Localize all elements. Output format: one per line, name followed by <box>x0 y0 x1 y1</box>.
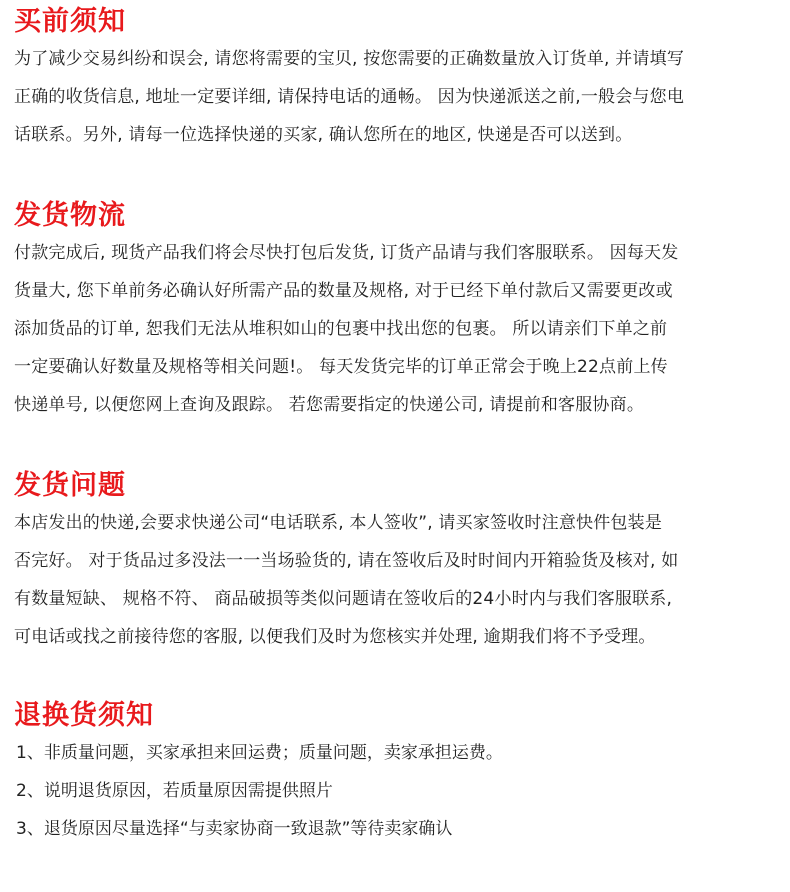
section-title: 发货问题 <box>14 470 126 501</box>
paragraph-line: 否完好。 对于货品过多没法一一当场验货的, 请在签收后及时时间内开箱验货及核对, 如 <box>14 551 679 571</box>
paragraph-line: 话联系。另外, 请每一位选择快递的买家, 确认您所在的地区, 快递是否可以送到。 <box>14 125 633 145</box>
paragraph-line: 可电话或找之前接待您的客服, 以便我们及时为您核实并处理, 逾期我们将不予受理。 <box>14 627 656 647</box>
paragraph-line: 有数量短缺、 规格不符、 商品破损等类似问题请在签收后的24小时内与我们客服联系, <box>14 589 673 609</box>
section-shipping-issues <box>14 470 778 656</box>
section-title: 退换货须知 <box>14 700 154 731</box>
list-item: 3、退货原因尽量选择“与卖家协商一致退款”等待卖家确认 <box>16 819 453 839</box>
section-title: 买前须知 <box>14 6 126 37</box>
paragraph-line: 付款完成后, 现货产品我们将会尽快打包后发货, 订货产品请与我们客服联系。 因每天发 <box>14 243 679 263</box>
paragraph-line: 快递单号, 以便您网上查询及跟踪。 若您需要指定的快递公司, 请提前和客服协商。 <box>14 395 645 415</box>
paragraph-line: 正确的收货信息, 地址一定要详细, 请保持电话的通畅。 因为快递派送之前,一般会与您电 <box>14 87 685 107</box>
paragraph-line: 本店发出的快递,会要求快递公司“电话联系, 本人签收”, 请买家签收时注意快件包装是 <box>14 513 663 533</box>
section-purchase-notice <box>14 6 778 154</box>
paragraph-line: 为了减少交易纠纷和误会, 请您将需要的宝贝, 按您需要的正确数量放入订货单, 并请填写 <box>14 49 685 69</box>
section-return-exchange <box>14 700 778 848</box>
paragraph-line: 一定要确认好数量及规格等相关问题!。 每天发货完毕的订单正常会于晚上22点前上传 <box>14 357 668 377</box>
paragraph-line: 货量大, 您下单前务必确认好所需产品的数量及规格, 对于已经下单付款后又需要更改或 <box>14 281 673 301</box>
list-item: 2、说明退货原因，若质量原因需提供照片 <box>16 781 333 801</box>
section-title: 发货物流 <box>14 200 126 231</box>
list-item: 1、非质量问题，买家承担来回运费；质量问题，卖家承担运费。 <box>16 743 503 763</box>
section-shipping-logistics <box>14 200 778 424</box>
paragraph-line: 添加货品的订单, 恕我们无法从堆积如山的包裹中找出您的包裹。 所以请亲们下单之前 <box>14 319 668 339</box>
